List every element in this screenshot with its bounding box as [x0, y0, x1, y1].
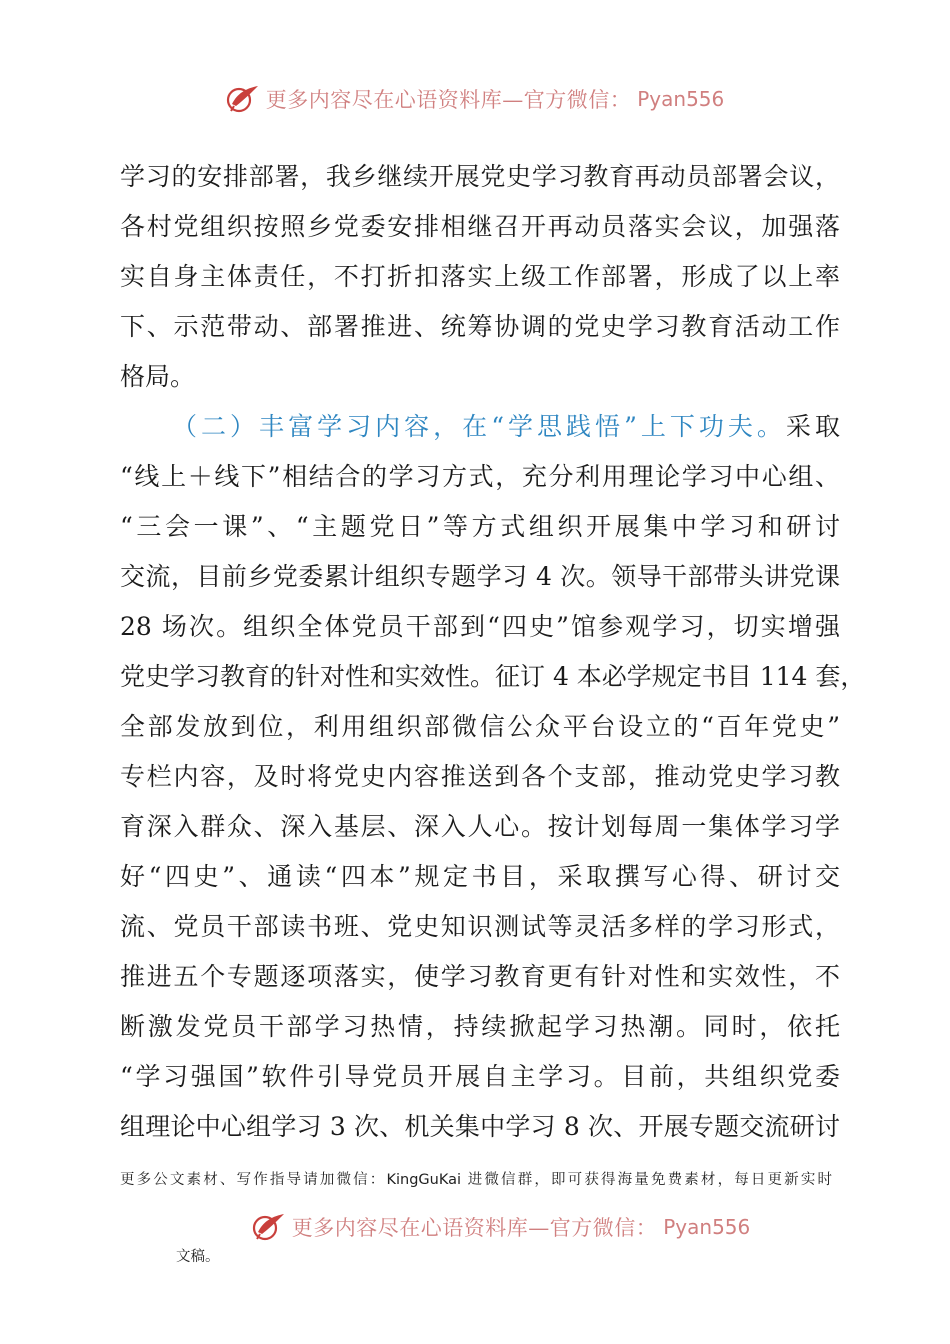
- text-line: “学习强国”软件引导党员开展自主学习。目前，共组织党委: [120, 1062, 840, 1091]
- watermark-bottom: [26, 1212, 950, 1242]
- text-line: “三会一课”、“主题党日”等方式组织开展集中学习和研讨: [120, 512, 840, 541]
- text-line: 全部发放到位，利用组织部微信公众平台设立的“百年党史”: [120, 712, 840, 741]
- text-line: 组理论中心组学习 3 次、机关集中学习 8 次、开展专题交流研讨: [120, 1112, 840, 1141]
- footer-tail: 文稿。: [176, 1249, 220, 1265]
- text-line: 学习的安排部署，我乡继续开展党史学习教育再动员部署会议，: [120, 162, 840, 191]
- watermark-wechat-id: Pyan556: [637, 87, 725, 111]
- text-line: 推进五个专题逐项落实，使学习教育更有针对性和实效性，不: [120, 962, 840, 991]
- section-heading-line: [120, 402, 840, 452]
- text-run: 采取: [785, 412, 840, 441]
- text-line: 党史学习教育的针对性和实效性。征订 4 本必学规定书目 114 套，: [120, 662, 866, 691]
- text-line: 流、党员干部读书班、党史知识测试等灵活多样的学习形式，: [120, 912, 840, 941]
- text-line: 育深入群众、深入基层、深入人心。按计划每周一集体学习学: [120, 812, 840, 841]
- text-line: 下、示范带动、部署推进、统筹协调的党史学习教育活动工作: [120, 312, 840, 341]
- text-line: 格局。: [120, 362, 196, 391]
- footer-note: 更多公文素材、写作指导请加微信：KingGuKai 进微信群，即可获得海量免费素材，每日更新实时: [120, 1172, 832, 1188]
- text-line: 好“四史”、通读“四本”规定书目，采取撰写心得、研讨交: [120, 862, 840, 891]
- text-line: 断激发党员干部学习热情，持续掀起学习热潮。同时，依托: [120, 1012, 840, 1041]
- text-line: 实自身主体责任，不打折扣落实上级工作部署，形成了以上率: [120, 262, 840, 291]
- watermark-top: [0, 84, 950, 114]
- text-line: 各村党组织按照乡党委安排相继召开再动员落实会议，加强落: [120, 212, 840, 241]
- quill-logo-icon: [252, 1212, 286, 1242]
- text-line: 专栏内容，及时将党史内容推送到各个支部，推动党史学习教: [120, 762, 840, 791]
- section-heading: （二）丰富学习内容，在“学思践悟”上下功夫。: [172, 412, 786, 441]
- watermark-text: 更多内容尽在心语资料库—官方微信：: [291, 1216, 658, 1240]
- text-line: “线上＋线下”相结合的学习方式，充分利用理论学习中心组、: [120, 462, 840, 491]
- text-line: 交流，目前乡党委累计组织专题学习 4 次。领导干部带头讲党课: [120, 562, 840, 591]
- watermark-wechat-id: Pyan556: [663, 1215, 751, 1239]
- watermark-text: 更多内容尽在心语资料库—官方微信：: [265, 88, 632, 112]
- document-body: [120, 152, 866, 1152]
- text-line: 28 场次。组织全体党员干部到“四史”馆参观学习，切实增强: [120, 612, 840, 641]
- quill-logo-icon: [226, 84, 260, 114]
